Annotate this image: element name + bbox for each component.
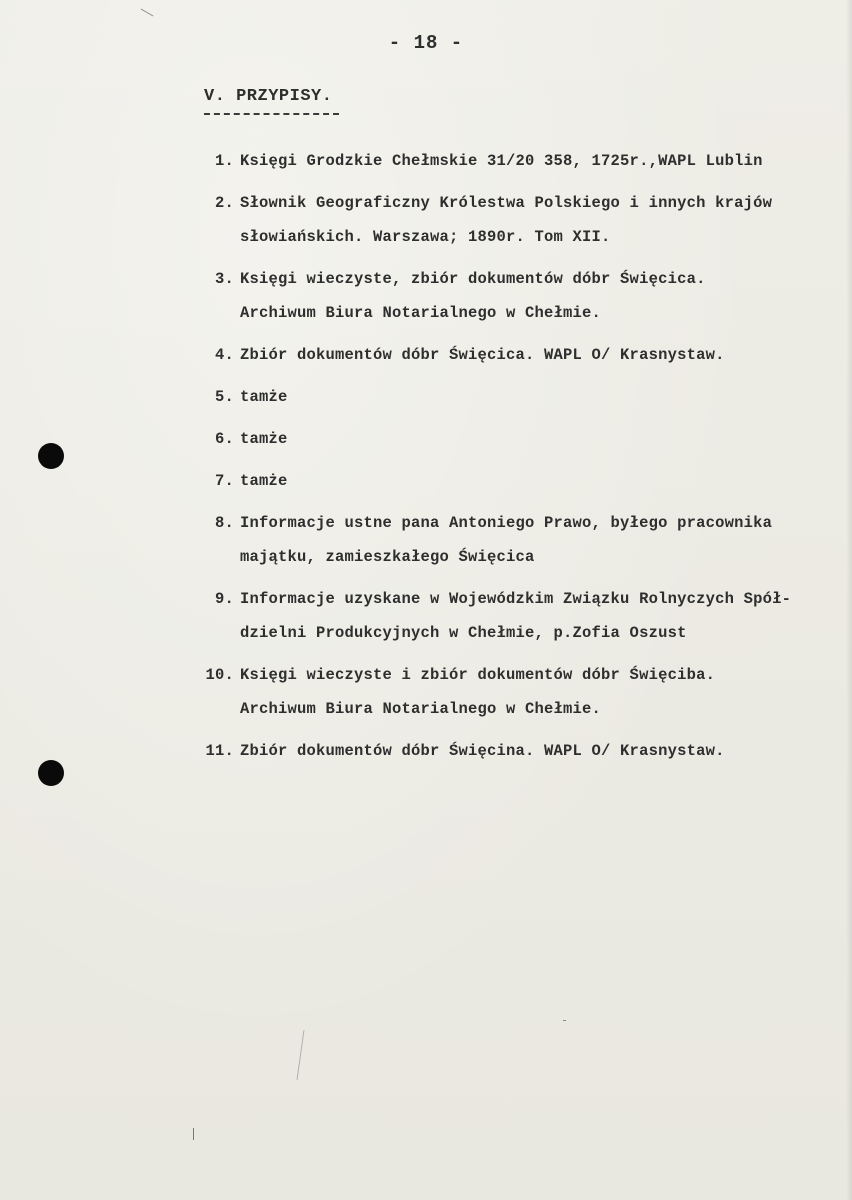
paper-speck <box>563 1020 566 1021</box>
page-edge-shadow <box>846 0 852 1200</box>
footnote-item <box>196 582 844 650</box>
paper-speck <box>141 9 154 17</box>
footnote-item <box>196 338 844 372</box>
footnote-item <box>196 262 844 330</box>
footnote-number: 1. <box>214 152 234 170</box>
footnote-item <box>196 380 844 414</box>
paper-speck <box>193 1128 194 1140</box>
footnote-number: 10. <box>205 666 234 684</box>
footnote-number: 8. <box>214 514 234 532</box>
footnote-item <box>196 734 844 768</box>
footnote-item <box>196 658 844 726</box>
footnote-text-line: dzielni Produkcyjnych w Chełmie, p.Zofia Oszust <box>240 624 687 642</box>
footnote-text-line: Zbiór dokumentów dóbr Święcina. WAPL O/ Krasnystaw. <box>240 742 725 760</box>
footnote-text-line: tamże <box>240 388 288 406</box>
footnote-item <box>196 506 844 574</box>
footnote-text-line: słowiańskich. Warszawa; 1890r. Tom XII. <box>240 228 611 246</box>
footnote-text-line: Informacje uzyskane w Wojewódzkim Związku Rolnyczych Spół- <box>240 590 792 608</box>
footnote-text-line: Zbiór dokumentów dóbr Święcica. WAPL O/ Krasnystaw. <box>240 346 725 364</box>
footnote-number: 4. <box>214 346 234 364</box>
footnote-text-line: Księgi wieczyste i zbiór dokumentów dóbr Święciba. <box>240 666 716 684</box>
footnote-number: 2. <box>214 194 234 212</box>
footnote-text-line: Informacje ustne pana Antoniego Prawo, byłego pracownika <box>240 514 773 532</box>
punch-hole-lower <box>38 760 64 786</box>
footnote-text-line: Księgi Grodzkie Chełmskie 31/20 358, 1725r.,WAPL Lublin <box>240 152 763 170</box>
footnote-number: 5. <box>214 388 234 406</box>
footnote-item <box>196 144 844 178</box>
footnote-text-line: Archiwum Biura Notarialnego w Chełmie. <box>240 700 602 718</box>
footnote-text-line: tamże <box>240 430 288 448</box>
page-number: - 18 - <box>388 32 464 54</box>
footnote-item <box>196 464 844 498</box>
footnote-text-line: Archiwum Biura Notarialnego w Chełmie. <box>240 304 602 322</box>
footnote-text-line: majątku, zamieszkałego Święcica <box>240 548 535 566</box>
footnote-text-line: tamże <box>240 472 288 490</box>
footnote-text-line: Księgi wieczyste, zbiór dokumentów dóbr Święcica. <box>240 270 706 288</box>
section-heading: V. PRZYPISY. <box>204 87 333 106</box>
footnote-text-line: Słownik Geograficzny Królestwa Polskiego i innych krajów <box>240 194 773 212</box>
footnote-number: 11. <box>205 742 234 760</box>
footnote-number: 6. <box>214 430 234 448</box>
footnote-item <box>196 186 844 254</box>
punch-hole-upper <box>38 443 64 469</box>
footnotes-list <box>196 144 844 776</box>
paper-scratch <box>297 1030 305 1080</box>
footnote-item <box>196 422 844 456</box>
section-heading-underline <box>204 113 339 115</box>
footnote-number: 7. <box>214 472 234 490</box>
footnote-number: 3. <box>214 270 234 288</box>
footnote-number: 9. <box>214 590 234 608</box>
